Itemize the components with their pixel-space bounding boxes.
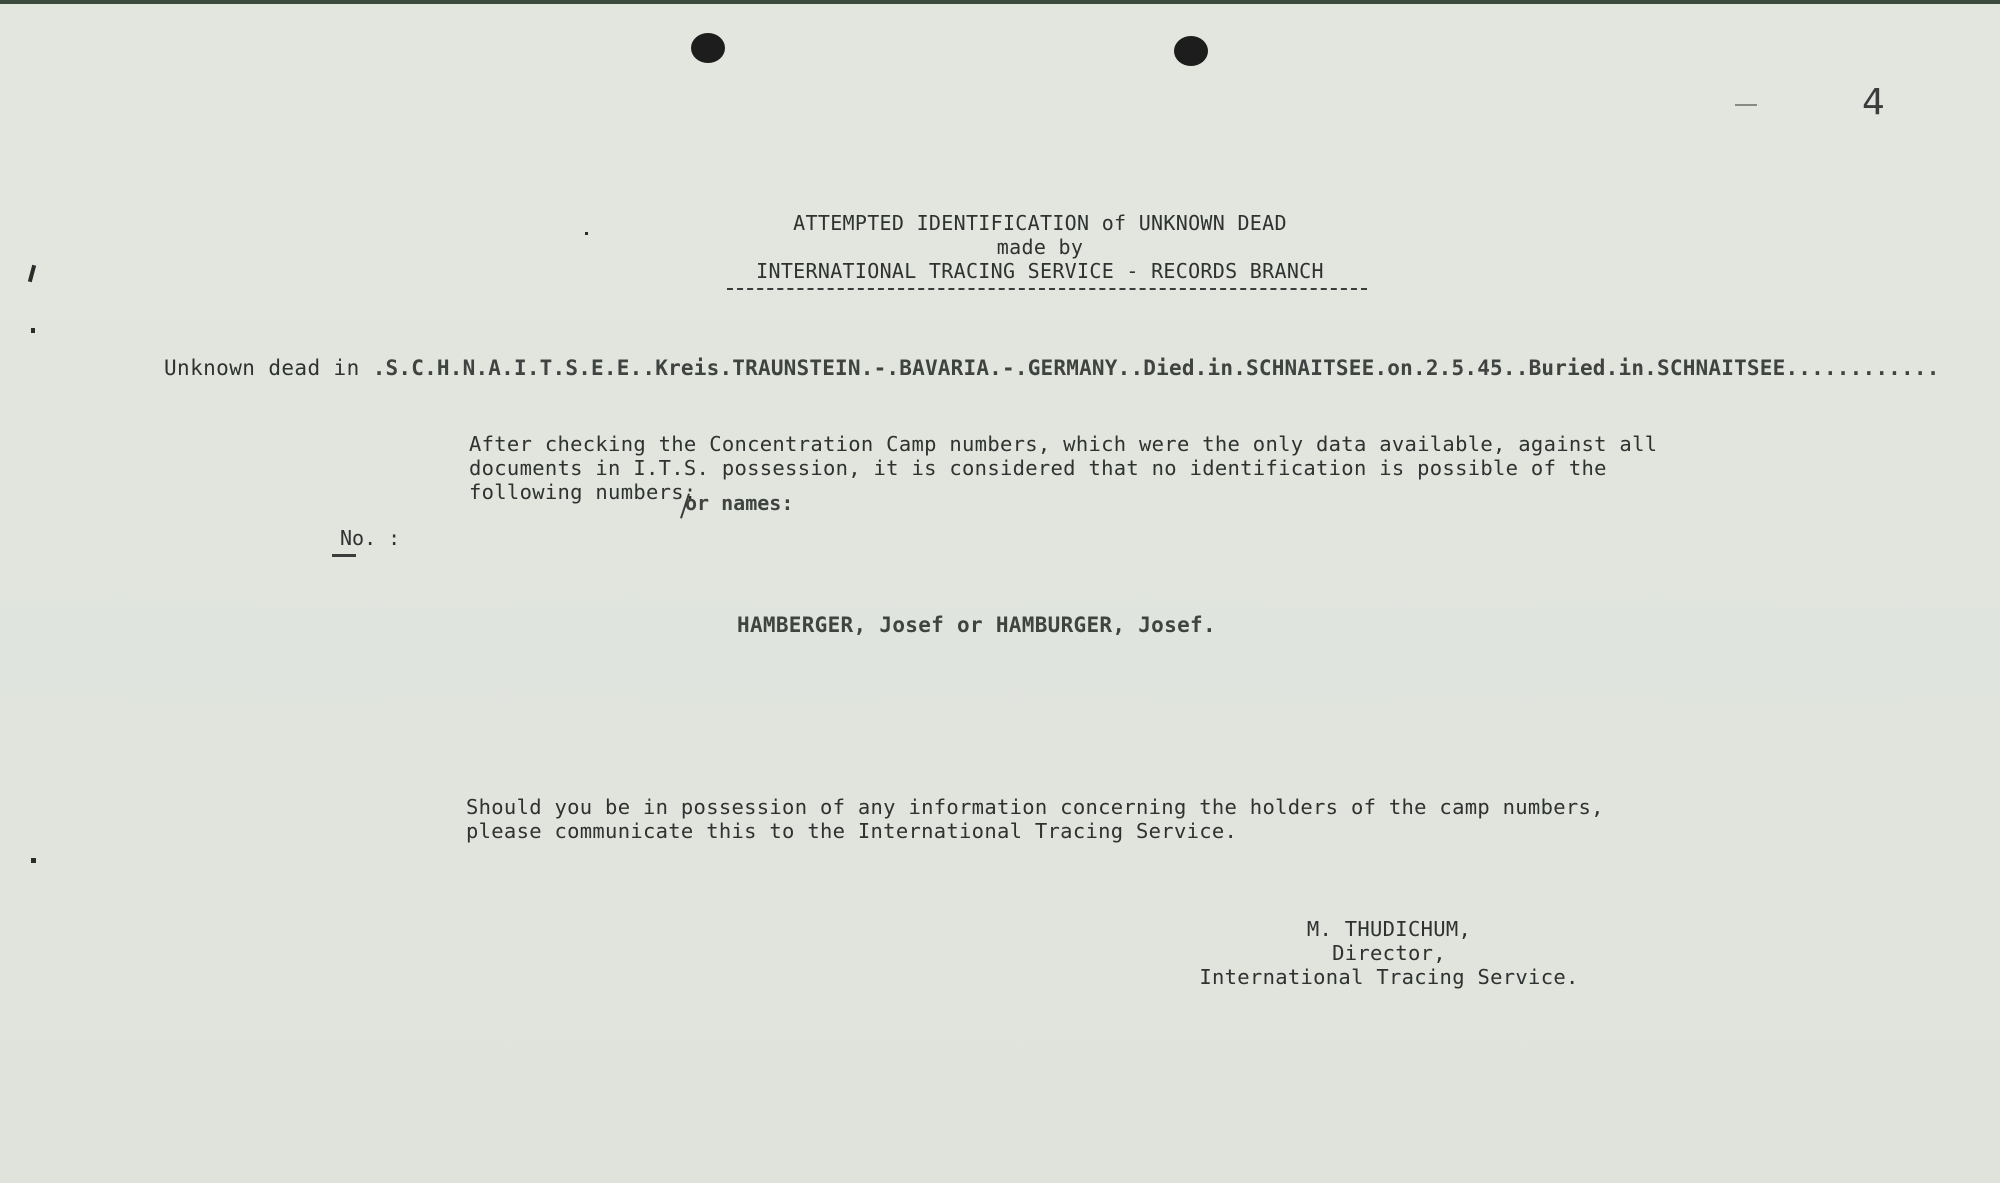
page-number: 4 bbox=[1862, 82, 1885, 123]
checking-paragraph-line-2: documents in I.T.S. possession, it is considered that no identification is possible of the bbox=[469, 456, 1607, 480]
number-label: No. : bbox=[340, 526, 401, 550]
margin-mark bbox=[28, 265, 36, 282]
signatory-name: M. THUDICHUM, bbox=[1306, 917, 1472, 941]
unknown-dead-prefix: Unknown dead in bbox=[164, 356, 360, 380]
or-names-label: or names: bbox=[685, 491, 794, 515]
checking-paragraph-line-3: following numbers: bbox=[469, 480, 697, 504]
request-paragraph-line-2: please communicate this to the International Tracing Service. bbox=[466, 819, 1238, 843]
header-rule bbox=[727, 288, 1367, 290]
unknown-dead-location: .S.C.H.N.A.I.T.S.E.E..Kreis.TRAUNSTEIN.-.BAVARIA.-.GERMANY..Died.in.SCHNAITSEE.on.2.5.45..Buried.in.SCHNAITSEE............ bbox=[372, 356, 1940, 380]
checking-paragraph bbox=[469, 432, 1657, 504]
margin-mark bbox=[585, 232, 588, 235]
page-top-edge bbox=[0, 0, 2000, 4]
checking-paragraph-line-1: After checking the Concentration Camp numbers, which were the only data available, against all bbox=[469, 432, 1658, 456]
unknown-dead-line bbox=[164, 356, 1940, 380]
request-paragraph bbox=[466, 795, 1604, 843]
header-organization: INTERNATIONAL TRACING SERVICE - RECORDS BRANCH bbox=[756, 259, 1324, 283]
signature-block bbox=[1196, 917, 1582, 989]
header-made-by: made by bbox=[996, 235, 1084, 259]
signatory-organization: International Tracing Service. bbox=[1199, 965, 1579, 989]
header-title: ATTEMPTED IDENTIFICATION of UNKNOWN DEAD bbox=[793, 211, 1287, 235]
margin-mark bbox=[1735, 104, 1757, 106]
margin-mark bbox=[31, 328, 35, 333]
punch-hole-left bbox=[691, 33, 725, 63]
margin-mark bbox=[31, 858, 36, 863]
number-label-underline bbox=[332, 554, 356, 557]
punch-hole-right bbox=[1174, 36, 1208, 66]
names-entry: HAMBERGER, Josef or HAMBURGER, Josef. bbox=[737, 613, 1216, 637]
document-header bbox=[640, 211, 1440, 283]
signatory-title: Director, bbox=[1332, 941, 1446, 965]
request-paragraph-line-1: Should you be in possession of any information concerning the holders of the camp numbers, bbox=[466, 795, 1604, 819]
